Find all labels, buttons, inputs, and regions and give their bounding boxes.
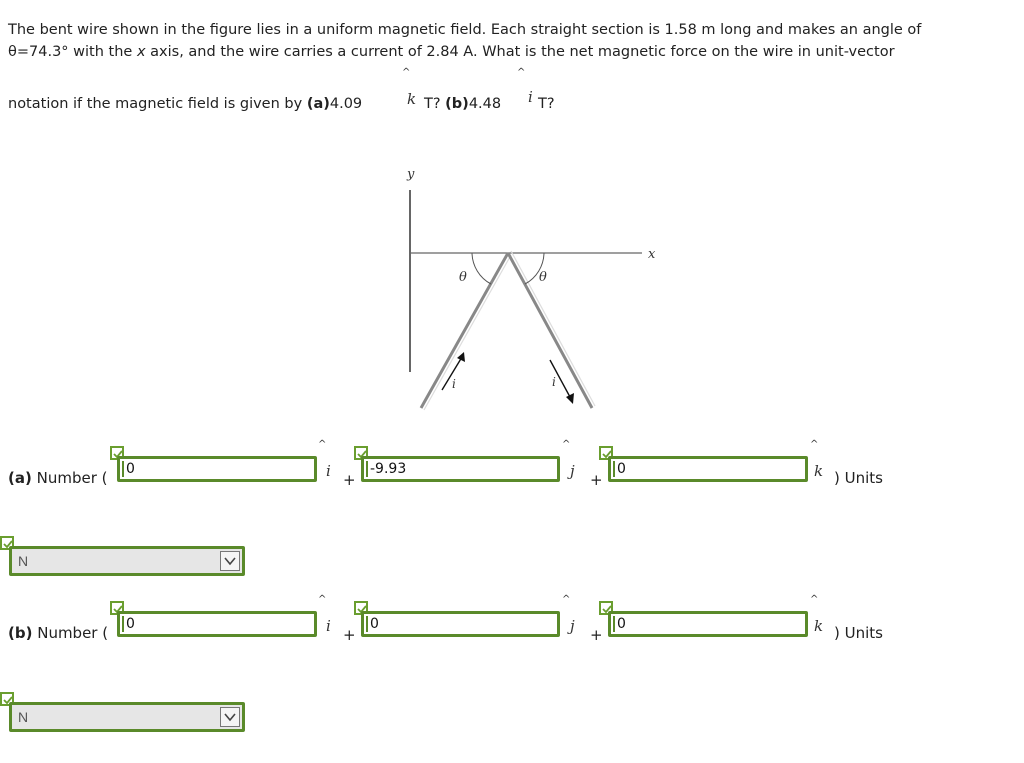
answer-a-j-value: -9.93 xyxy=(370,461,407,477)
hat-accent-icon: ^ xyxy=(318,594,327,605)
current-label-right: i xyxy=(552,375,556,389)
answer-a-k-value: 0 xyxy=(617,461,626,477)
question-line-3 xyxy=(8,96,362,112)
j-unit-vector: j xyxy=(570,617,575,635)
hat-accent-icon: ^ xyxy=(810,439,819,450)
answer-b-j-value: 0 xyxy=(370,616,379,632)
answer-a-k-input[interactable] xyxy=(608,456,808,482)
question-line-1: The bent wire shown in the figure lies in a uniform magnetic field. Each straight section is 1.58 m long and makes an angle of xyxy=(8,22,922,38)
answer-b-units-value: N xyxy=(18,709,29,725)
k-unit-vector: k xyxy=(407,90,417,108)
hat-accent-icon: ^ xyxy=(402,67,411,78)
answer-b-units-label: ) Units xyxy=(834,624,883,642)
tesla-question-1: T? xyxy=(424,96,446,112)
answer-b-k-input[interactable] xyxy=(608,611,808,637)
tesla-question-2: T? xyxy=(538,96,555,112)
plus-sign: + xyxy=(590,471,603,489)
answer-b-k-value: 0 xyxy=(617,616,626,632)
answer-b-label xyxy=(8,624,108,642)
hat-accent-icon: ^ xyxy=(562,594,571,605)
question-line-2-suffix: axis, and the wire carries a current of 2.84 A. What is the net magnetic force on the wire in unit-vector xyxy=(145,44,895,60)
answer-b-i-input[interactable] xyxy=(117,611,317,637)
bent-wire-figure xyxy=(380,160,680,420)
answer-b-units-select[interactable] xyxy=(9,702,245,732)
answer-a-i-value: 0 xyxy=(126,461,135,477)
x-variable: x xyxy=(136,44,146,60)
question-line-2-prefix: θ=74.3° with the xyxy=(8,44,137,60)
part-a-field-value: 4.09 xyxy=(329,96,363,112)
theta-left-label: θ xyxy=(459,270,467,285)
part-b-marker: (b) xyxy=(445,96,469,112)
hat-accent-icon: ^ xyxy=(562,439,571,450)
i-unit-vector: i xyxy=(326,617,331,635)
chevron-down-icon[interactable] xyxy=(220,707,240,727)
answer-b-number-text: Number ( xyxy=(32,624,109,642)
plus-sign: + xyxy=(343,471,356,489)
hat-accent-icon: ^ xyxy=(810,594,819,605)
answer-b-part: (b) xyxy=(8,624,33,642)
answer-b-i-value: 0 xyxy=(126,616,135,632)
k-unit-vector: k xyxy=(814,617,824,635)
question-line-3-prefix: notation if the magnetic field is given by xyxy=(8,96,307,112)
answer-a-number-text: Number ( xyxy=(31,469,108,487)
plus-sign: + xyxy=(590,626,603,644)
hat-accent-icon: ^ xyxy=(318,439,327,450)
chevron-down-icon[interactable] xyxy=(220,551,240,571)
i-unit-vector: i xyxy=(326,462,331,480)
k-unit-vector: k xyxy=(814,462,824,480)
plus-sign: + xyxy=(343,626,356,644)
answer-a-units-value: N xyxy=(18,553,29,569)
wire-right-section xyxy=(508,253,592,408)
answer-a-label xyxy=(8,469,108,487)
answer-a-i-input[interactable] xyxy=(117,456,317,482)
answer-b-j-input[interactable] xyxy=(361,611,560,637)
current-label-left: i xyxy=(452,377,456,391)
answer-a-j-input[interactable] xyxy=(361,456,560,482)
wire-left-highlight xyxy=(424,255,511,410)
theta-right-label: θ xyxy=(539,270,547,285)
theta-left-arc xyxy=(472,253,491,284)
answer-a-units-label: ) Units xyxy=(834,469,883,487)
question-line-3-cont xyxy=(424,96,501,112)
part-a-marker: (a) xyxy=(306,96,330,112)
current-arrowhead-right-icon xyxy=(566,393,574,404)
question-line-2 xyxy=(8,44,895,60)
part-b-field-value: 4.48 xyxy=(468,96,502,112)
answer-a-part: (a) xyxy=(8,469,32,487)
x-axis-label: x xyxy=(648,247,656,262)
y-axis-label: y xyxy=(407,167,415,182)
j-unit-vector: j xyxy=(570,462,575,480)
answer-a-units-select[interactable] xyxy=(9,546,245,576)
current-arrowhead-left-icon xyxy=(457,352,465,362)
i-unit-vector: i xyxy=(528,88,533,106)
hat-accent-icon: ^ xyxy=(517,67,526,78)
